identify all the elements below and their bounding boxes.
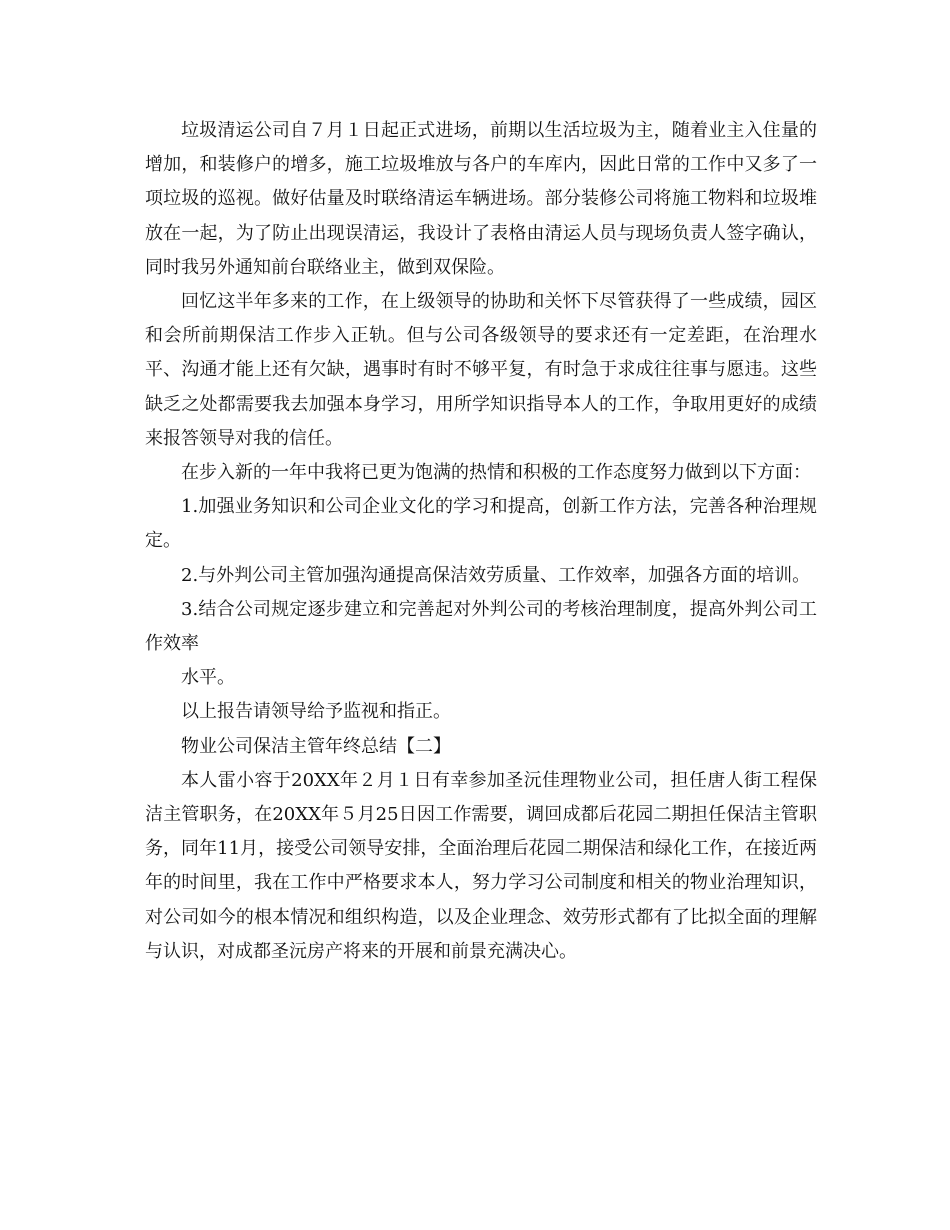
document-body — [145, 114, 817, 969]
paragraph-item-3-continued: 水平。 — [181, 667, 235, 689]
section-heading-two: 物业公司保洁主管年终总结【二】 — [181, 735, 451, 757]
paragraph-closing: 以上报告请领导给予监视和指正。 — [181, 701, 451, 723]
paragraph-new-year-intro: 在步入新的一年中我将已更为饱满的热情和积极的工作态度努力做到以下方面： — [181, 462, 811, 484]
paragraph-review: 回忆这半年多来的工作，在上级领导的协助和关怀下尽管获得了一些成绩，园区和会所前期保洁工作步入正轨。但与公司各级领导的要求还有一定差距，在治理水平、沟通才能上还有欠缺，遇事时有时不够平复，有时急于求成往往事与愿违。这些缺乏之处都需要我去加强本身学习，用所学知识指导本人的工作，争取用更好的成绩来报答领导对我的信任。 — [145, 291, 817, 449]
paragraph-item-2: 2.与外判公司主管加强沟通提高保洁效劳质量、工作效率，加强各方面的培训。 — [181, 564, 811, 586]
paragraph-garbage-removal: 垃圾清运公司自７月１日起正式进场，前期以生活垃圾为主，随着业主入住量的增加，和装修户的增多，施工垃圾堆放与各户的车库内，因此日常的工作中又多了一项垃圾的巡视。做好估量及时联络清运车辆进场。部分装修公司将施工物料和垃圾堆放在一起，为了防止出现误清运，我设计了表格由清运人员与现场负责人签字确认，同时我另外通知前台联络业主，做到双保险。 — [145, 120, 817, 278]
paragraph-item-1: 1.加强业务知识和公司企业文化的学习和提高，创新工作方法，完善各种治理规定。 — [145, 496, 817, 552]
paragraph-item-3: 3.结合公司规定逐步建立和完善起对外判公司的考核治理制度，提高外判公司工作效率 — [145, 598, 817, 655]
paragraph-personal-intro: 本人雷小容于20XX年２月１日有幸参加圣沅佳理物业公司，担任唐人街工程保洁主管职务，在20XX年５月25日因工作需要，调回成都后花园二期担任保洁主管职务，同年11月，接受公司领导安排，全面治理后花园二期保洁和绿化工作，在接近两年的时间里，我在工作中严格要求本人，努力学习公司制度和相关的物业治理知识，对公司如今的根本情况和组织构造，以及企业理念、效劳形式都有了比拟全面的理解与认识，对成都圣沅房产将来的开展和前景充满决心。 — [145, 769, 817, 962]
